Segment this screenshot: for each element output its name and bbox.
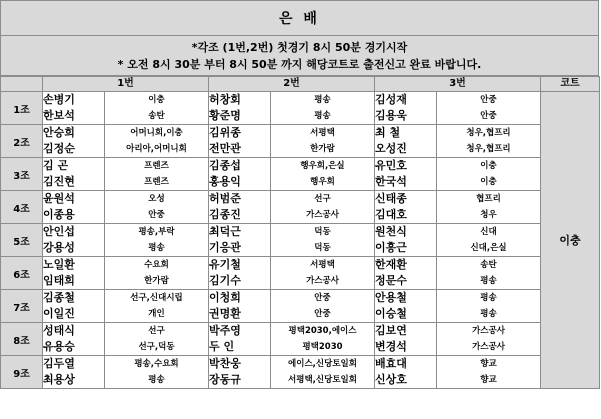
player-club: 아리아,어머니회	[105, 141, 209, 158]
player-club: 청우,협프리	[437, 125, 541, 142]
group-label: 2조	[1, 125, 43, 158]
table-row	[1, 273, 600, 290]
player-name: 강용성	[43, 240, 105, 257]
player-name: 한국석	[375, 174, 437, 191]
player-club: 수요회	[105, 257, 209, 274]
player-name: 이흥근	[375, 240, 437, 257]
player-name: 이청희	[209, 290, 271, 307]
player-name: 권명환	[209, 306, 271, 323]
player-name: 신태종	[375, 191, 437, 208]
player-name: 안인섭	[43, 224, 105, 241]
player-club: 송탄	[105, 108, 209, 125]
player-name: 허범준	[209, 191, 271, 208]
header-blank	[1, 77, 43, 92]
table-row	[1, 339, 600, 356]
header-col-1: 1번	[43, 77, 209, 92]
table-row	[1, 240, 600, 257]
group-label: 8조	[1, 323, 43, 356]
player-name: 장동규	[209, 372, 271, 389]
notice-box	[0, 36, 599, 76]
player-name: 이종용	[43, 207, 105, 224]
player-name: 김위종	[209, 125, 271, 142]
table-row	[1, 141, 600, 158]
player-club: 평송	[437, 273, 541, 290]
player-name: 김대호	[375, 207, 437, 224]
player-club: 평택2030	[271, 339, 375, 356]
bracket-body	[1, 92, 600, 389]
player-name: 유기철	[209, 257, 271, 274]
player-name: 김종철	[43, 290, 105, 307]
player-name: 박주영	[209, 323, 271, 340]
player-name: 두 인	[209, 339, 271, 356]
player-name: 김기수	[209, 273, 271, 290]
player-name: 임태희	[43, 273, 105, 290]
player-club: 한가람	[271, 141, 375, 158]
header-col-3: 3번	[375, 77, 541, 92]
table-row	[1, 290, 600, 307]
player-club: 가스공사	[271, 207, 375, 224]
court-cell: 이충	[541, 92, 600, 389]
player-club: 평송	[271, 92, 375, 109]
player-name: 김성재	[375, 92, 437, 109]
table-row	[1, 174, 600, 191]
player-name: 노일환	[43, 257, 105, 274]
player-club: 향교	[437, 372, 541, 389]
player-club: 평송,부락	[105, 224, 209, 241]
player-club: 행우회,은실	[271, 158, 375, 175]
table-row	[1, 92, 600, 109]
player-club: 평송,수요회	[105, 356, 209, 373]
player-club: 한가람	[105, 273, 209, 290]
player-name: 변경석	[375, 339, 437, 356]
player-club: 평송	[105, 372, 209, 389]
player-name: 김 곤	[43, 158, 105, 175]
player-club: 평송	[437, 306, 541, 323]
player-club: 덕동	[271, 240, 375, 257]
bracket-table	[0, 76, 600, 389]
player-club: 오성	[105, 191, 209, 208]
player-name: 한재환	[375, 257, 437, 274]
player-club: 이충	[437, 158, 541, 175]
table-row	[1, 306, 600, 323]
player-club: 이충	[437, 174, 541, 191]
player-club: 협프리	[437, 191, 541, 208]
player-name: 유민호	[375, 158, 437, 175]
table-row	[1, 257, 600, 274]
player-name: 이승철	[375, 306, 437, 323]
player-club: 신대	[437, 224, 541, 241]
player-club: 평송	[437, 290, 541, 307]
group-label: 1조	[1, 92, 43, 125]
player-club: 행우회	[271, 174, 375, 191]
table-row	[1, 191, 600, 208]
player-name: 박찬웅	[209, 356, 271, 373]
player-club: 선구,덕동	[105, 339, 209, 356]
group-label: 9조	[1, 356, 43, 389]
player-club: 선구,신대시립	[105, 290, 209, 307]
table-row	[1, 356, 600, 373]
player-name: 전만관	[209, 141, 271, 158]
player-name: 이일진	[43, 306, 105, 323]
table-row	[1, 372, 600, 389]
player-name: 김두열	[43, 356, 105, 373]
group-label: 6조	[1, 257, 43, 290]
player-name: 김정순	[43, 141, 105, 158]
player-name: 손병기	[43, 92, 105, 109]
table-row	[1, 207, 600, 224]
table-row	[1, 224, 600, 241]
player-club: 이충	[105, 92, 209, 109]
player-name: 성태식	[43, 323, 105, 340]
player-club: 서평택,신당토일회	[271, 372, 375, 389]
player-club: 가스공사	[437, 339, 541, 356]
player-club: 에이스,신당토일회	[271, 356, 375, 373]
player-club: 어머니회,이충	[105, 125, 209, 142]
player-name: 정문수	[375, 273, 437, 290]
player-club: 향교	[437, 356, 541, 373]
player-club: 안중	[437, 108, 541, 125]
player-name: 최 철	[375, 125, 437, 142]
group-label: 3조	[1, 158, 43, 191]
player-club: 프렌즈	[105, 174, 209, 191]
player-club: 가스공사	[437, 323, 541, 340]
player-club: 청우,협프리	[437, 141, 541, 158]
player-club: 신대,은실	[437, 240, 541, 257]
group-label: 7조	[1, 290, 43, 323]
player-name: 황준명	[209, 108, 271, 125]
player-name: 유용승	[43, 339, 105, 356]
player-club: 안중	[271, 290, 375, 307]
player-club: 가스공사	[271, 273, 375, 290]
player-name: 김진현	[43, 174, 105, 191]
player-name: 최덕근	[209, 224, 271, 241]
player-club: 안중	[105, 207, 209, 224]
page-title: 은 배	[0, 0, 599, 36]
group-label: 4조	[1, 191, 43, 224]
player-club: 개인	[105, 306, 209, 323]
player-club: 평택2030,에이스	[271, 323, 375, 340]
player-club: 덕동	[271, 224, 375, 241]
header-court: 코트	[541, 77, 600, 92]
player-club: 서평택	[271, 125, 375, 142]
player-name: 오성진	[375, 141, 437, 158]
player-club: 평송	[105, 240, 209, 257]
table-row	[1, 125, 600, 142]
player-club: 서평택	[271, 257, 375, 274]
player-name: 홍용익	[209, 174, 271, 191]
player-club: 프렌즈	[105, 158, 209, 175]
header-row	[1, 77, 600, 92]
player-name: 김종섭	[209, 158, 271, 175]
player-name: 한보석	[43, 108, 105, 125]
player-club: 안중	[271, 306, 375, 323]
player-name: 김용욱	[375, 108, 437, 125]
player-name: 배효대	[375, 356, 437, 373]
notice-line-1: *각조 (1번,2번) 첫경기 8시 50분 경기시작	[191, 40, 408, 54]
player-name: 기응관	[209, 240, 271, 257]
player-club: 송탄	[437, 257, 541, 274]
notice-line-2: * 오전 8시 30분 부터 8시 50분 까지 해당코트로 출전신고 완료 바랍니다.	[117, 57, 482, 71]
table-row	[1, 158, 600, 175]
player-name: 안승희	[43, 125, 105, 142]
player-club: 안중	[437, 92, 541, 109]
table-row	[1, 323, 600, 340]
group-label: 5조	[1, 224, 43, 257]
player-club: 선구	[105, 323, 209, 340]
player-name: 최용상	[43, 372, 105, 389]
player-club: 청우	[437, 207, 541, 224]
table-row	[1, 108, 600, 125]
player-name: 김종진	[209, 207, 271, 224]
player-club: 평송	[271, 108, 375, 125]
player-name: 안용철	[375, 290, 437, 307]
player-name: 김보연	[375, 323, 437, 340]
player-name: 허창회	[209, 92, 271, 109]
player-name: 신상호	[375, 372, 437, 389]
header-col-2: 2번	[209, 77, 375, 92]
player-club: 선구	[271, 191, 375, 208]
player-name: 윤원석	[43, 191, 105, 208]
player-name: 원천식	[375, 224, 437, 241]
